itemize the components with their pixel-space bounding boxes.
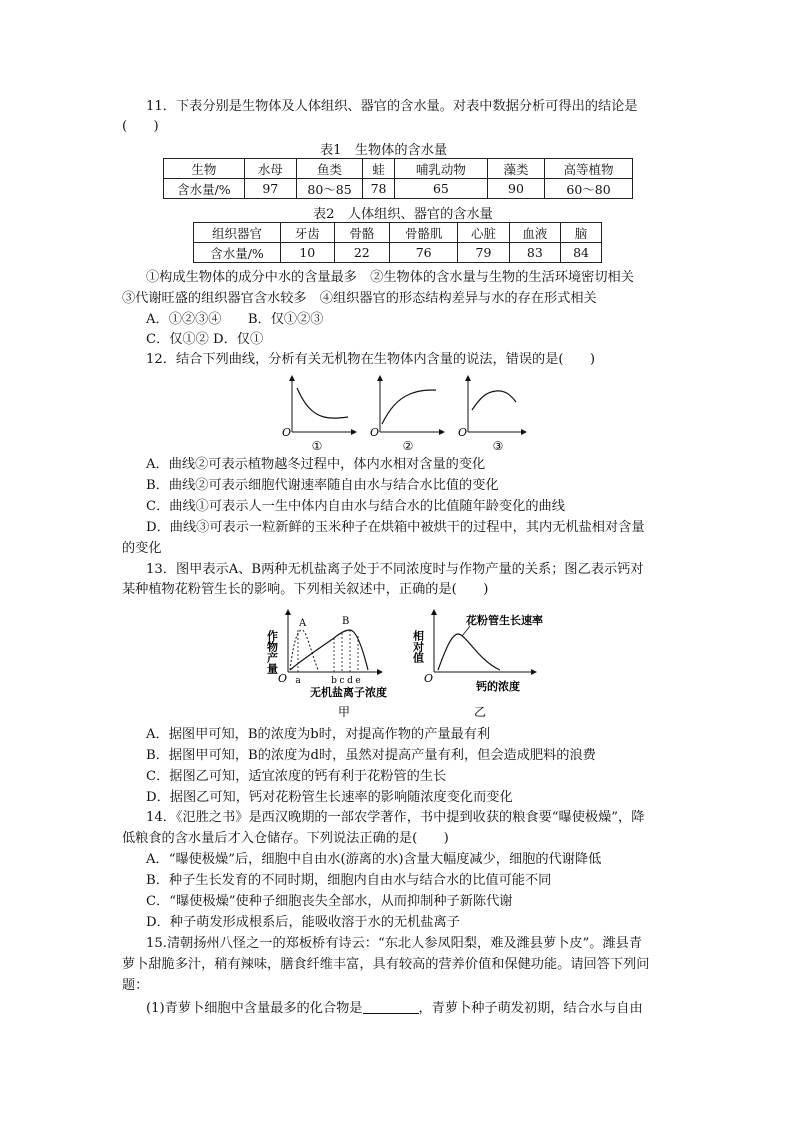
q11-options-cd: C．仅①② D．仅①: [146, 332, 264, 347]
origin-label: O: [458, 426, 468, 439]
q13-option-c: C．据图乙可知，适宜浓度的钙有利于花粉管的生长: [146, 769, 447, 784]
curve-a: [290, 630, 318, 670]
q12-curves-figure: [272, 372, 530, 456]
q13-figures: [262, 608, 562, 722]
q15-stem-line2: 萝卜甜脆多汁，稍有辣味，膳食纤维丰富，具有较高的营养价值和保健功能。请回答下列问: [122, 957, 650, 972]
figure-yi: [412, 612, 544, 719]
q14-stem-line1: 14．《氾胜之书》是西汉晚期的一部农学著作，书中提到收获的粮食要“曝使极燥”，降: [146, 810, 645, 825]
q12-option-b: B．曲线②可表示细胞代谢速率随自由水与结合水比值的变化: [146, 478, 499, 493]
q15-subquestion-1: [146, 999, 643, 1019]
figure-caption-yi: 乙: [473, 705, 487, 719]
table-cell: 藻类: [487, 159, 544, 179]
q14-stem-line2: 低粮食的含水量后才入仓储存。下列说法正确的是( ): [122, 831, 449, 846]
q15-stem-line1: 15.清朝扬州八怪之一的郑板桥有诗云：“东北人参凤阳梨，难及潍县萝卜皮”。潍县青: [146, 936, 643, 951]
table-cell: 水母: [244, 159, 296, 179]
table-cell: 鱼类: [296, 159, 362, 179]
curve-1: [297, 388, 348, 418]
q11-statements-line2: ③代谢旺盛的组织器官含水较多 ④组织器官的形态结构差异与水的存在形式相关: [122, 291, 597, 306]
table2-water-content-tissues: [193, 222, 602, 263]
curve-b-label: B: [342, 616, 350, 627]
figure-caption-jia: 甲: [337, 705, 351, 719]
x-axis-label: 钙的浓度: [476, 680, 520, 693]
table-cell: 79: [458, 243, 509, 263]
table-cell: 蛙: [363, 159, 395, 179]
y-axis-label: 作物产量: [265, 630, 279, 674]
table-cell: 哺乳动物: [394, 159, 487, 179]
q14-option-d: D．种子萌发形成根系后，能吸收溶于水的无机盐离子: [146, 915, 460, 930]
q13-option-a: A．据图甲可知，B的浓度为b时，对提高作物的产量最有利: [146, 727, 491, 742]
graph-2: [370, 378, 442, 453]
x-tick-label: b: [331, 676, 337, 686]
table-cell: 97: [244, 179, 296, 199]
curve-a-label: A: [299, 618, 307, 629]
table-cell: 含水量/%: [164, 179, 245, 199]
graph-3: [458, 378, 524, 453]
q12-option-d-line2: 的变化: [122, 541, 162, 556]
curve-pollen-tube: [438, 634, 500, 670]
q13-stem-line1: 13．图甲表示A、B两种无机盐离子处于不同浓度时与作物产量的关系；图乙表示钙对: [146, 562, 644, 577]
q12-option-d-line1: D．曲线③可表示一粒新鲜的玉米种子在烘箱中被烘干的过程中，其内无机盐相对含量: [146, 520, 645, 535]
q15-stem-line3: 题：: [122, 978, 149, 993]
x-tick-label: a: [295, 676, 301, 686]
answer-blank[interactable]: [363, 999, 419, 1014]
x-tick-label: d: [347, 676, 353, 686]
q12-option-a: A．曲线②可表示植物越冬过程中，体内水相对含量的变化: [146, 457, 486, 472]
graph-label-2: ②: [402, 439, 414, 453]
table-cell: 高等植物: [545, 159, 633, 179]
origin-label: O: [282, 426, 292, 439]
q15-sub1-prefix: (1)青萝卜细胞中含量最多的化合物是: [146, 1001, 363, 1016]
table-cell: 生物: [164, 159, 245, 179]
table-cell: 心脏: [458, 223, 509, 243]
q11-options-ab: A．①②③④ B．仅①②③: [146, 312, 324, 327]
table-cell: 80～85: [296, 179, 362, 199]
table-cell: 牙齿: [281, 223, 334, 243]
table-cell: 78: [363, 179, 395, 199]
table2-caption: 表2 人体组织、器官的含水量: [313, 207, 493, 222]
graph-label-3: ③: [492, 439, 504, 453]
graph-label-1: ①: [311, 439, 323, 453]
q14-option-a: A．“曝使极燥”后，细胞中自由水(游离的水)含量大幅度减少，细胞的代谢降低: [146, 852, 602, 867]
table-cell: 脑: [561, 223, 602, 243]
table-row: [164, 159, 633, 179]
q14-option-b: B．种子生长发育的不同时期，细胞内自由水与结合水的比值可能不同: [146, 873, 552, 888]
origin-label: O: [278, 672, 288, 685]
x-tick-label: e: [355, 676, 361, 686]
q12-stem: 12．结合下列曲线，分析有关无机物在生物体内含量的说法，错误的是( ): [146, 352, 596, 367]
table-cell: 组织器官: [194, 223, 281, 243]
table-cell: 60～80: [545, 179, 633, 199]
table-cell: 22: [334, 243, 390, 263]
q11-stem-line2: ( ): [122, 119, 159, 134]
x-tick-label: c: [339, 676, 345, 686]
curve-label: 花粉管生长速率: [466, 614, 543, 627]
figure-jia: [266, 612, 388, 719]
table-cell: 血液: [509, 223, 560, 243]
q14-option-c: C．“曝使极燥”使种子细胞丧失全部水，从而抑制种子新陈代谢: [146, 894, 513, 909]
table-cell: 骨骼肌: [390, 223, 458, 243]
curve-3: [472, 391, 516, 410]
q13-stem-line2: 某种植物花粉管生长的影响。下列相关叙述中，正确的是( ): [122, 582, 489, 597]
table-cell: 76: [390, 243, 458, 263]
curve-b: [290, 630, 368, 670]
q11-statements-line1: ①构成生物体的成分中水的含量最多 ②生物体的含水量与生物的生活环境密切相关: [146, 270, 634, 285]
q13-option-d: D．据图乙可知，钙对花粉管生长速率的影响随浓度变化而变化: [146, 790, 513, 805]
q15-sub1-suffix: ，青萝卜种子萌发初期，结合水与自由: [418, 1001, 643, 1016]
q13-option-b: B．据图甲可知，B的浓度为d时，虽然对提高产量有利，但会造成肥料的浪费: [146, 748, 596, 763]
label-pointer: [462, 626, 470, 636]
origin-label: O: [424, 672, 434, 685]
table-row: [194, 223, 602, 243]
table-cell: 含水量/%: [194, 243, 281, 263]
q12-option-c: C．曲线①可表示人一生中体内自由水与结合水的比值随年龄变化的曲线: [146, 499, 565, 514]
curve-2: [382, 390, 436, 424]
table-row: [164, 179, 633, 199]
table-cell: 65: [394, 179, 487, 199]
x-axis-label: 无机盐离子浓度: [310, 686, 387, 699]
table-cell: 84: [561, 243, 602, 263]
y-axis-label: 相对值: [411, 630, 425, 663]
table-cell: 83: [509, 243, 560, 263]
table1-water-content-organisms: [163, 158, 633, 199]
table-cell: 骨骼: [334, 223, 390, 243]
q11-stem-line1: 11．下表分别是生物体及人体组织、器官的含水量。对表中数据分析可得出的结论是: [146, 99, 638, 114]
table1-caption: 表1 生物体的含水量: [320, 143, 448, 158]
table-row: [194, 243, 602, 263]
graph-1: [282, 378, 354, 453]
origin-label: O: [370, 426, 380, 439]
table-cell: 10: [281, 243, 334, 263]
table-cell: 90: [487, 179, 544, 199]
